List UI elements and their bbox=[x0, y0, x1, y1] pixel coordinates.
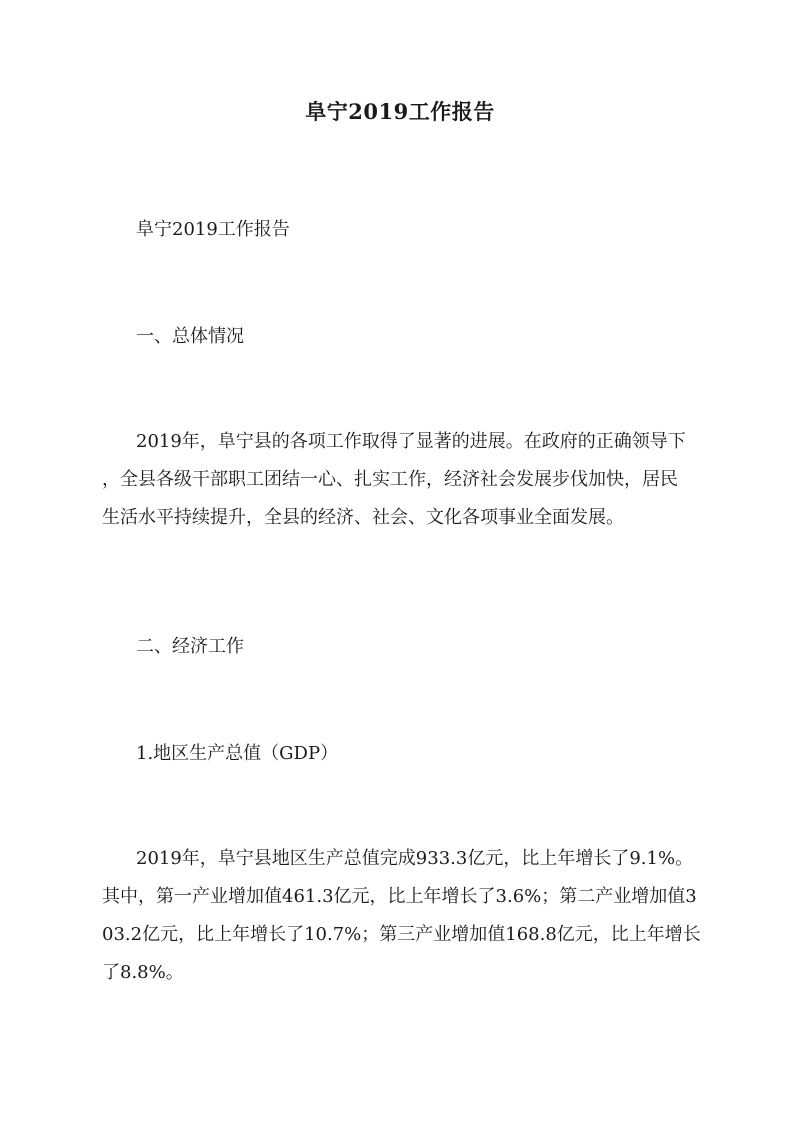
section-heading-overview: 一、总体情况 bbox=[136, 326, 244, 347]
document-subtitle: 阜宁2019工作报告 bbox=[136, 219, 290, 240]
document-title: 阜宁2019工作报告 bbox=[305, 99, 495, 124]
subsection-heading-gdp: 1.地区生产总值（GDP） bbox=[136, 743, 339, 764]
paragraph-line: 生活水平持续提升，全县的经济、社会、文化各项事业全面发展。 bbox=[102, 507, 624, 528]
subsection-paragraph-gdp bbox=[102, 840, 706, 992]
section-paragraph-overview bbox=[102, 423, 706, 537]
paragraph-line: 2019年，阜宁县地区生产总值完成933.3亿元，比上年增长了9.1%。 bbox=[136, 848, 694, 869]
paragraph-line: 2019年，阜宁县的各项工作取得了显著的进展。在政府的正确领导下 bbox=[136, 431, 686, 452]
paragraph-line: ，全县各级干部职工团结一心、扎实工作，经济社会发展步伐加快，居民 bbox=[102, 469, 678, 490]
paragraph-line: 其中，第一产业增加值461.3亿元，比上年增长了3.6%；第二产业增加值3 bbox=[102, 886, 697, 907]
section-heading-economy: 二、经济工作 bbox=[136, 636, 244, 657]
paragraph-line: 了8.8%。 bbox=[102, 962, 184, 983]
paragraph-line: 03.2亿元，比上年增长了10.7%；第三产业增加值168.8亿元，比上年增长 bbox=[102, 924, 701, 945]
